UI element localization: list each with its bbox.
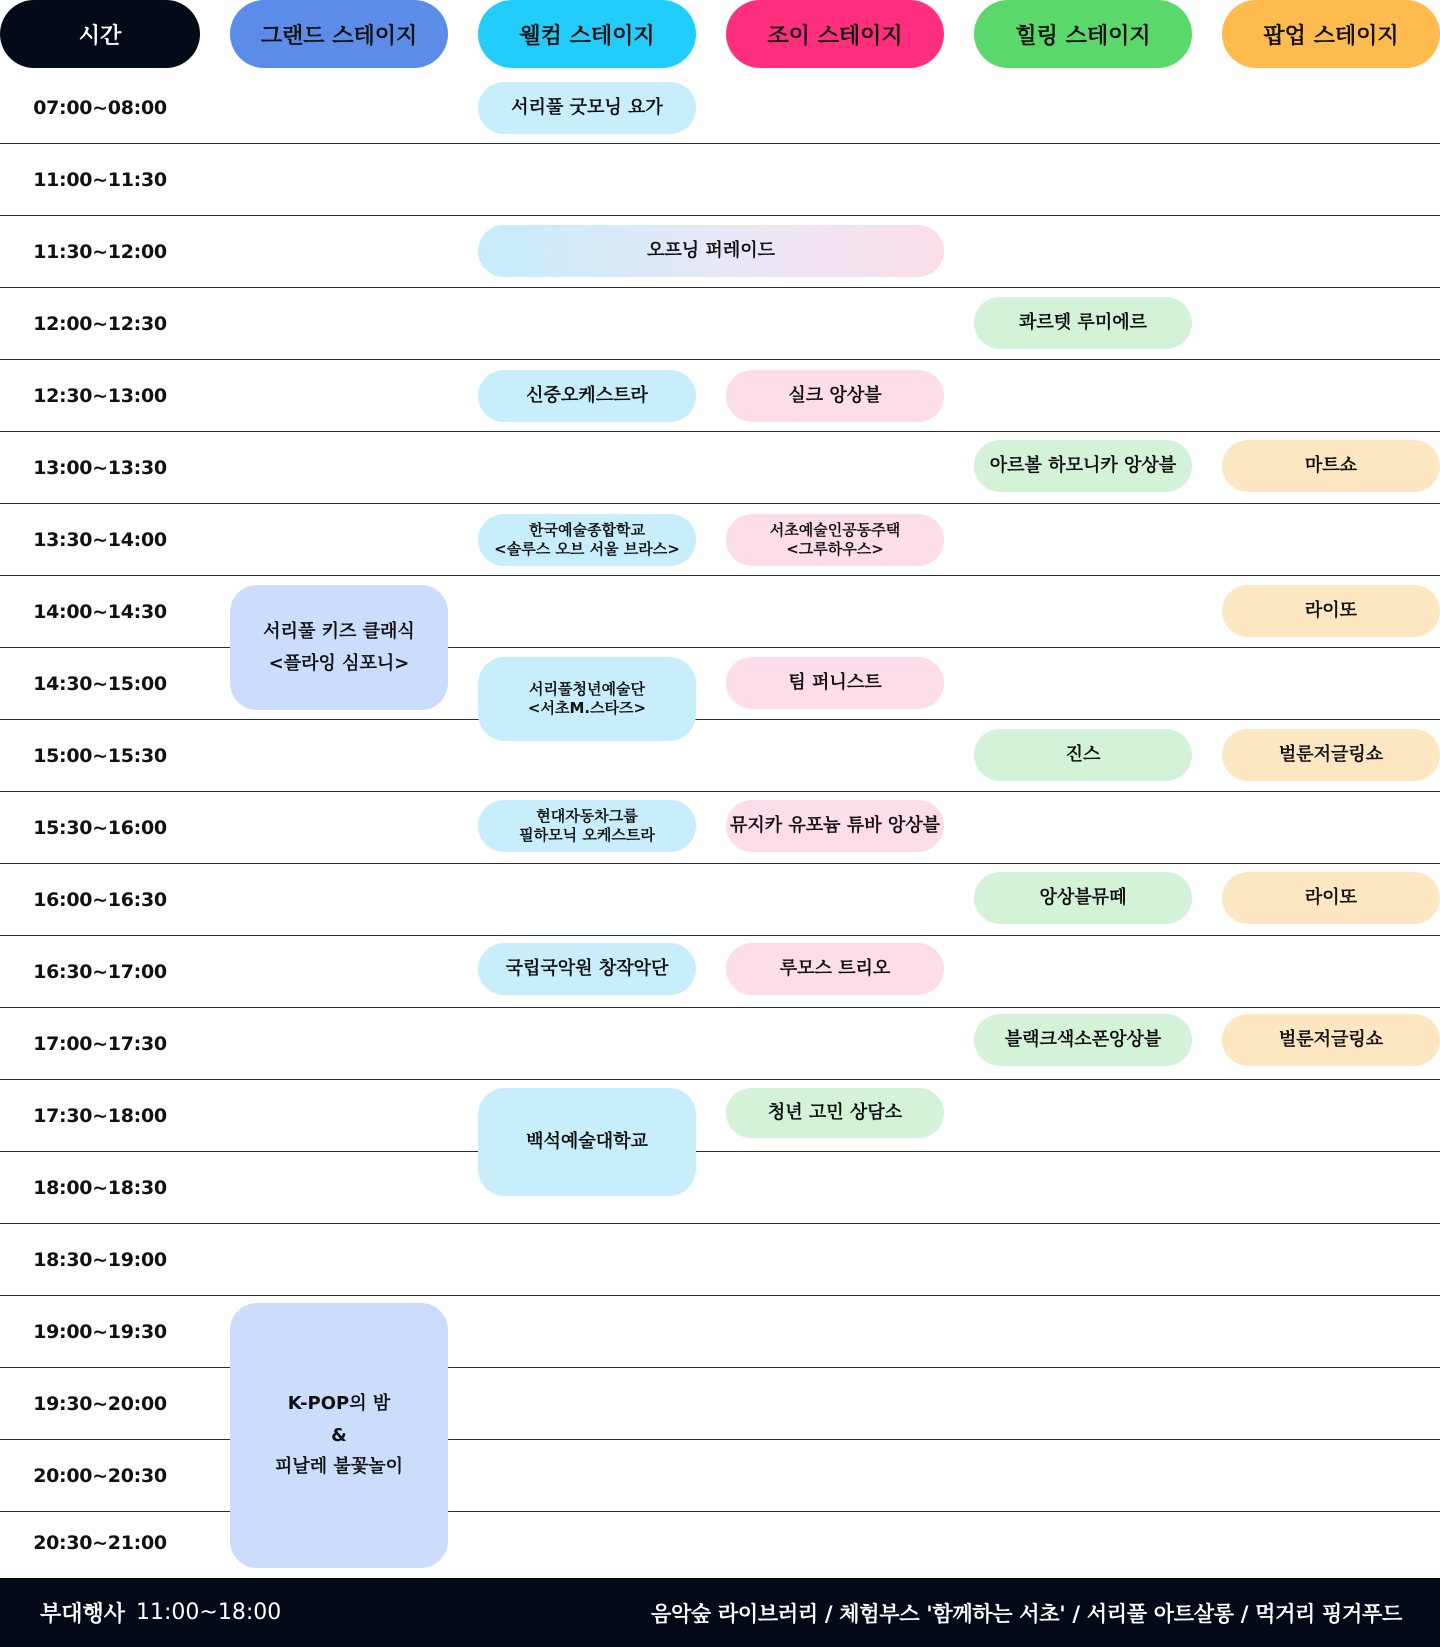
- time-column-header: 시간: [0, 0, 200, 68]
- time-label: 18:00~18:30: [33, 1177, 167, 1199]
- time-row: [0, 1080, 1440, 1152]
- event-yoga[interactable]: 서리풀 굿모닝 요가: [478, 82, 696, 134]
- footer-bar: [0, 1578, 1440, 1647]
- time-row: [0, 1296, 1440, 1368]
- event-ensemble-mutte[interactable]: 앙상블뮤떼: [974, 872, 1192, 924]
- event-kpop-night[interactable]: K-POP의 밤 & 피날레 불꽃놀이: [230, 1303, 448, 1568]
- event-gugak-orchestra[interactable]: 국립국악원 창작악단: [478, 943, 696, 995]
- event-karts-brass[interactable]: 한국예술종합학교 <솔루스 오브 서울 브라스>: [478, 514, 696, 566]
- event-hyundai-philharmonic[interactable]: 현대자동차그룹 필하모닉 오케스트라: [478, 800, 696, 852]
- footer-label: 부대행사: [40, 1602, 126, 1627]
- time-row: [0, 1152, 1440, 1224]
- event-black-saxophone[interactable]: 블랙크색소폰앙상블: [974, 1014, 1192, 1066]
- time-label: 19:00~19:30: [33, 1321, 167, 1343]
- time-row: [0, 288, 1440, 360]
- event-baekseok-univ[interactable]: 백석예술대학교: [478, 1088, 696, 1196]
- time-label: 16:00~16:30: [33, 889, 167, 911]
- footer-program-list: 음악숲 라이브러리 / 체험부스 '함께하는 서초' / 서리풀 아트살롱 / 먹거리 핑거푸드: [650, 1601, 1402, 1626]
- time-row: [0, 792, 1440, 864]
- event-sinjung-orchestra[interactable]: 신중오케스트라: [478, 370, 696, 422]
- time-row: [0, 1368, 1440, 1440]
- popup-stage-header: 팝업 스테이지: [1222, 0, 1440, 68]
- time-label: 19:30~20:00: [33, 1393, 167, 1415]
- time-label: 17:00~17:30: [33, 1033, 167, 1055]
- event-balloon-juggling-2[interactable]: 벌룬저글링쇼: [1222, 1014, 1440, 1066]
- welcome-stage-header: 웰컴 스테이지: [478, 0, 696, 68]
- event-balloon-juggling-1[interactable]: 벌룬저글링쇼: [1222, 729, 1440, 781]
- time-label: 18:30~19:00: [33, 1249, 167, 1271]
- event-quartet-lumiere[interactable]: 콰르텟 루미에르: [974, 297, 1192, 349]
- event-arbol-harmonica[interactable]: 아르볼 하모니카 앙상블: [974, 440, 1192, 492]
- event-silk-ensemble[interactable]: 실크 앙상블: [726, 370, 944, 422]
- event-kids-classic[interactable]: 서리풀 키즈 클래식 <플라잉 심포니>: [230, 585, 448, 710]
- event-seocho-art-housing[interactable]: 서초예술인공동주택 <그루하우스>: [726, 514, 944, 566]
- event-tuba-ensemble[interactable]: 뮤지카 유포늄 튜바 앙상블: [726, 800, 944, 852]
- time-label: 15:30~16:00: [33, 817, 167, 839]
- time-row: [0, 504, 1440, 576]
- time-row: [0, 1508, 1440, 1578]
- event-raitto-2[interactable]: 라이또: [1222, 872, 1440, 924]
- event-youth-counseling[interactable]: 청년 고민 상담소: [726, 1088, 944, 1138]
- healing-stage-header: 힐링 스테이지: [974, 0, 1192, 68]
- event-jins[interactable]: 진스: [974, 729, 1192, 781]
- time-label: 11:30~12:00: [33, 241, 167, 263]
- time-label: 20:30~21:00: [33, 1532, 167, 1554]
- event-youth-art-troupe[interactable]: 서리풀청년예술단 <서초M.스타즈>: [478, 657, 696, 741]
- event-opening-parade[interactable]: 오프닝 퍼레이드: [478, 225, 944, 277]
- time-label: 11:00~11:30: [33, 169, 167, 191]
- time-label: 12:00~12:30: [33, 313, 167, 335]
- time-row: [0, 360, 1440, 432]
- time-row: [0, 144, 1440, 216]
- time-label: 14:30~15:00: [33, 673, 167, 695]
- time-label: 16:30~17:00: [33, 961, 167, 983]
- time-label: 14:00~14:30: [33, 601, 167, 623]
- grand-stage-header: 그랜드 스테이지: [230, 0, 448, 68]
- time-row: [0, 1440, 1440, 1512]
- time-row: [0, 648, 1440, 720]
- time-label: 20:00~20:30: [33, 1465, 167, 1487]
- time-row: [0, 72, 1440, 144]
- joy-stage-header: 조이 스테이지: [726, 0, 944, 68]
- event-team-funnyst[interactable]: 팀 퍼니스트: [726, 657, 944, 709]
- time-row: [0, 936, 1440, 1008]
- time-row: [0, 1224, 1440, 1296]
- event-matshow[interactable]: 마트쇼: [1222, 440, 1440, 492]
- time-label: 13:00~13:30: [33, 457, 167, 479]
- footer-time: 11:00~18:00: [136, 1600, 282, 1625]
- event-raitto-1[interactable]: 라이또: [1222, 585, 1440, 637]
- time-label: 13:30~14:00: [33, 529, 167, 551]
- time-label: 17:30~18:00: [33, 1105, 167, 1127]
- time-label: 12:30~13:00: [33, 385, 167, 407]
- time-label: 15:00~15:30: [33, 745, 167, 767]
- time-label: 07:00~08:00: [33, 97, 167, 119]
- event-rumos-trio[interactable]: 루모스 트리오: [726, 943, 944, 995]
